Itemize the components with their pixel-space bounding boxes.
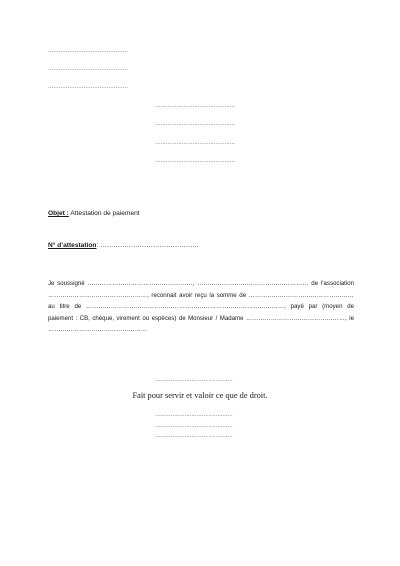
sender-line: ……………………………………… xyxy=(48,84,129,90)
subject-line xyxy=(48,210,140,217)
blank-field: …………………………………………… xyxy=(248,291,354,299)
blank-field: ……………………………………………… xyxy=(197,280,309,287)
body-text-segment: de l’association xyxy=(308,280,355,287)
recipient-line: ……………………………………… xyxy=(155,121,236,127)
body-text-segment: , xyxy=(192,280,198,287)
signature-line: ……………………………………… xyxy=(155,433,233,439)
blank-field: ………………………………………… xyxy=(48,291,148,299)
attestation-number-value: : ……………………………………… xyxy=(96,242,200,249)
signature-top-line: ……………………………………… xyxy=(155,377,233,383)
blank-field: ………………………………………… xyxy=(245,314,346,322)
subject-text: Attestation de paiement xyxy=(68,210,140,217)
body-text-segment: au titre de xyxy=(48,303,86,311)
body-text-segment: , payé par (moyen de paiement : CB, chèque, virement ou espèces) de Monsieur / Madame xyxy=(48,303,354,322)
recipient-line: ……………………………………… xyxy=(155,158,236,164)
blank-field: …………………………………………… xyxy=(87,280,193,287)
recipient-line: ……………………………………… xyxy=(155,140,236,146)
signature-line: ……………………………………… xyxy=(155,412,233,418)
blank-field: ………………………………………… xyxy=(48,326,148,334)
attestation-number-label: N° d’attestation xyxy=(48,242,97,249)
attestation-body xyxy=(48,278,354,336)
recipient-line: ……………………………………… xyxy=(155,103,236,109)
body-text-segment: , le xyxy=(345,314,354,322)
blank-field: …………………………………………………………………………………… xyxy=(85,303,285,311)
body-text-segment: , reconnait avoir reçu la somme de xyxy=(147,291,249,299)
signature-line: ……………………………………… xyxy=(155,423,233,429)
sender-line: ……………………………………… xyxy=(48,66,129,72)
body-text-segment: Je soussigné xyxy=(48,280,88,287)
closing-statement: Fait pour servir et valoir ce que de droit. xyxy=(132,391,268,400)
attestation-number xyxy=(48,242,199,249)
sender-line: ……………………………………… xyxy=(48,48,129,54)
subject-label: Objet : xyxy=(48,210,69,217)
